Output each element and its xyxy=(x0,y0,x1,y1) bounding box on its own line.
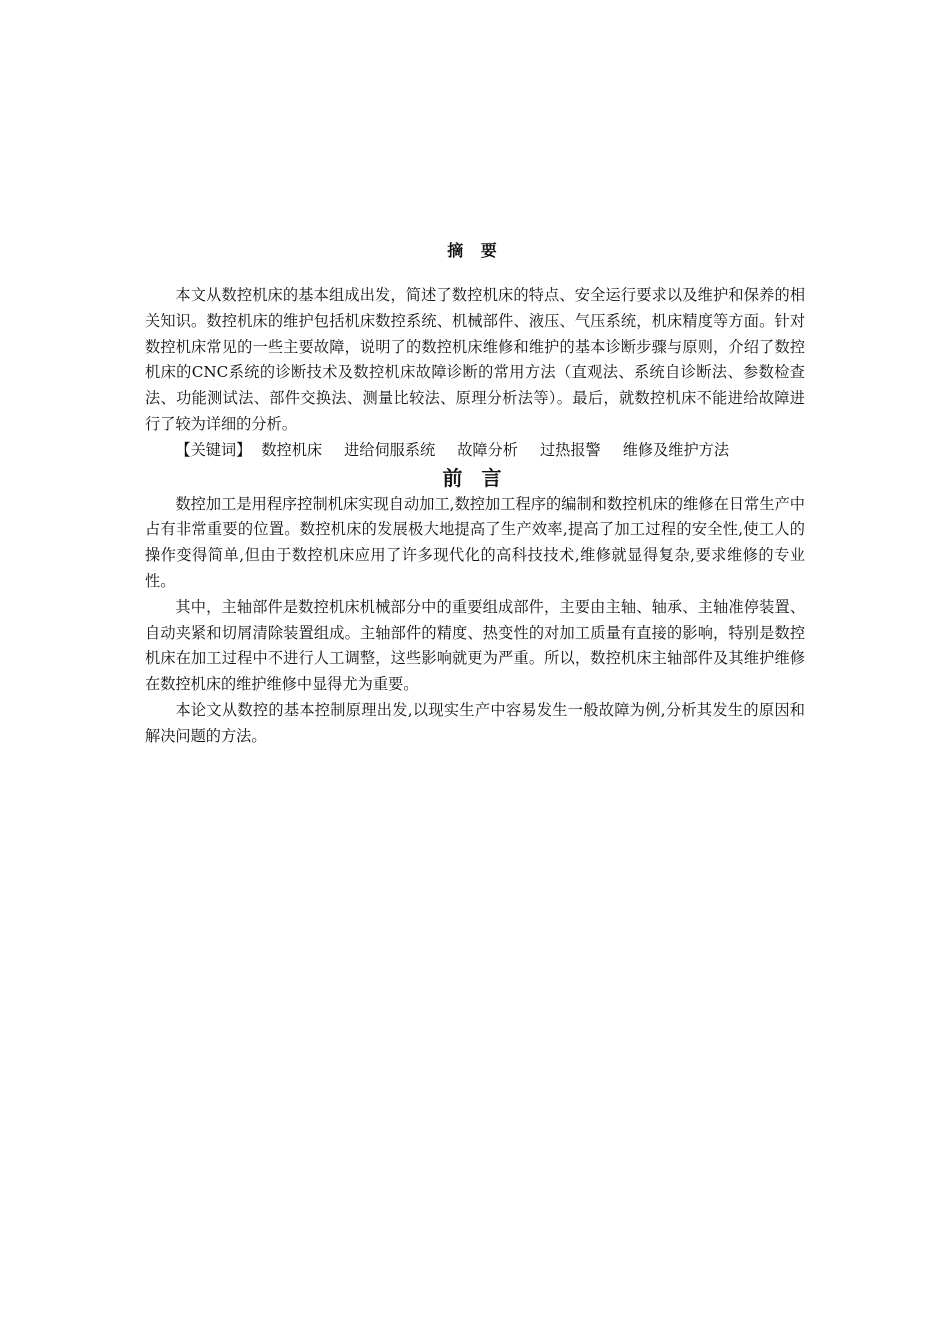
main-content xyxy=(145,283,805,750)
keywords-line xyxy=(145,438,805,464)
abstract-body: 本文从数控机床的基本组成出发，简述了数控机床的特点、安全运行要求以及维护和保养的相关知识。数控机床的维护包括机床数控系统、机械部件、液压、气压系统，机床精度等方面。针对数控机床常见的一些主要故障，说明了的数控机床维修和维护的基本诊断步骤与原则，介绍了数控机床的CNC系统的诊断技术及数控机床故障诊断的常用方法（直观法、系统自诊断法、参数检查法、功能测试法、部件交换法、测量比较法、原理分析法等）。最后，就数控机床不能进给故障进行了较为详细的分析。 xyxy=(145,286,805,433)
keyword: 维修及维护方法 xyxy=(622,440,730,459)
keywords-label: 【关键词】 xyxy=(175,440,252,459)
preface-paragraph: 数控加工是用程序控制机床实现自动加工,数控加工程序的编制和数控机床的维修在日常生产中占有非常重要的位置。数控机床的发展极大地提高了生产效率,提高了加工过程的安全性,使工人的操作变得简单,但由于数控机床应用了许多现代化的高科技技术,维修就显得复杂,要求维修的专业性。 xyxy=(145,494,805,590)
keyword: 数控机床 xyxy=(261,440,323,459)
keyword: 故障分析 xyxy=(457,440,518,459)
keyword: 进给伺服系统 xyxy=(344,440,436,459)
preface-paragraph: 其中，主轴部件是数控机床机械部分中的重要组成部件，主要由主轴、轴承、主轴准停装置、自动夹紧和切屑清除装置组成。主轴部件的精度、热变性的对加工质量有直接的影响，特别是数控机床在加工过程中不进行人工调整，这些影响就更为严重。所以，数控机床主轴部件及其维护维修在数控机床的维护维修中显得尤为重要。 xyxy=(145,597,805,694)
keyword: 过热报警 xyxy=(539,440,601,459)
preface-title: 前 言 xyxy=(442,465,508,490)
preface-paragraph: 本论文从数控的基本控制原理出发,以现实生产中容易发生一般故障为例,分析其发生的原因和解决问题的方法。 xyxy=(145,700,805,745)
abstract-title: 摘 要 xyxy=(447,241,503,260)
